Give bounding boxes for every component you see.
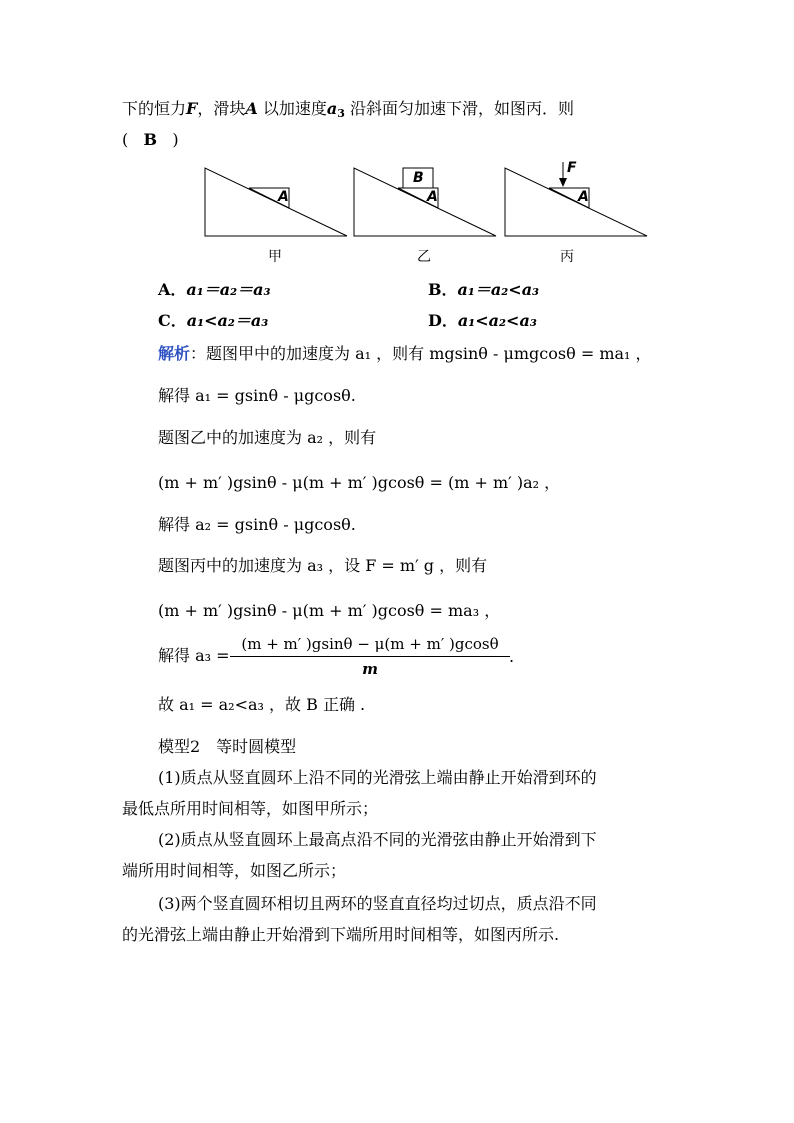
solution-heading: 解析 bbox=[158, 344, 191, 363]
option-text: a₁<a₂＝a₃ bbox=[186, 311, 269, 330]
model2-p3b: 的光滑弦上端由静止开始滑到下端所用时间相等，如图丙所示. bbox=[122, 925, 560, 944]
block-symbol: A bbox=[245, 99, 258, 118]
model2-p2a: (2)质点从竖直圆环上最高点沿不同的光滑弦由静止开始滑到下 bbox=[158, 830, 597, 849]
solution-line-1 bbox=[158, 343, 652, 365]
option-c bbox=[158, 310, 268, 332]
block-a-label-yi: A bbox=[427, 189, 438, 205]
fraction-period: . bbox=[509, 647, 515, 666]
accel-subscript: 3 bbox=[337, 107, 345, 120]
answer-choice: B bbox=[143, 130, 158, 149]
text-segment: 下的恒力 bbox=[122, 99, 187, 118]
text-segment: 以加速度 bbox=[257, 99, 327, 118]
figure-jia bbox=[205, 168, 347, 236]
fraction-numerator: (m + m′ )gsinθ − μ(m + m′ )gcosθ bbox=[241, 635, 499, 653]
solution-text: ：题图甲中的加速度为 a₁ ，则有 mgsinθ - μmgcosθ = ma₁ ， bbox=[190, 344, 652, 363]
fraction-bar bbox=[230, 656, 510, 657]
block-a-label-bing: A bbox=[578, 189, 589, 205]
option-a bbox=[158, 279, 271, 301]
text-segment: ，滑块 bbox=[197, 99, 246, 118]
fraction bbox=[230, 633, 510, 680]
text-segment: 沿斜面匀加速下滑，如图丙．则 bbox=[344, 99, 575, 118]
figure-caption-bing: 丙 bbox=[560, 249, 574, 265]
option-text: a₁<a₂<a₃ bbox=[457, 311, 537, 330]
option-label: B． bbox=[428, 280, 458, 299]
solution-line-2: 解得 a₁ = gsinθ - μgcosθ. bbox=[158, 386, 356, 405]
solution-line-3: 题图乙中的加速度为 a₂ ，则有 bbox=[158, 428, 377, 447]
problem-line-1 bbox=[122, 98, 574, 120]
paren-open: ( bbox=[122, 130, 129, 149]
option-b bbox=[428, 279, 539, 301]
option-label: D． bbox=[428, 311, 458, 330]
figure-yi bbox=[354, 168, 496, 236]
solution-line-7: (m + m′ )gsinθ - μ(m + m′ )gcosθ = ma₃ ， bbox=[158, 601, 501, 620]
figure-caption-yi: 乙 bbox=[417, 249, 431, 265]
solution-line-5: 解得 a₂ = gsinθ - μgcosθ. bbox=[158, 515, 356, 534]
accel-symbol: a bbox=[326, 99, 338, 118]
option-text: a₁＝a₂＝a₃ bbox=[186, 280, 271, 299]
solution-line-6: 题图丙中的加速度为 a₃ ，设 F = m′ g ，则有 bbox=[158, 556, 488, 575]
block-b-label: B bbox=[413, 170, 424, 186]
answer-line bbox=[122, 129, 179, 151]
solution-line-8-lhs: 解得 a₃ = bbox=[158, 646, 230, 665]
figure-caption-jia: 甲 bbox=[268, 249, 282, 265]
solution-line-4: (m + m′ )gsinθ - μ(m + m′ )gcosθ = (m + m′ )a₂ ， bbox=[158, 473, 561, 492]
option-label: C． bbox=[158, 311, 187, 330]
model2-p1b: 最低点所用时间相等，如图甲所示； bbox=[122, 799, 379, 818]
model2-title: 模型2 等时圆模型 bbox=[158, 737, 297, 756]
paren-close: ) bbox=[172, 130, 179, 149]
model2-p1a: (1)质点从竖直圆环上沿不同的光滑弦上端由静止开始滑到环的 bbox=[158, 768, 597, 787]
option-text: a₁＝a₂<a₃ bbox=[457, 280, 540, 299]
solution-conclusion: 故 a₁ = a₂<a₃ ，故 B 正确 . bbox=[158, 695, 366, 714]
force-symbol: F bbox=[186, 99, 198, 118]
option-label: A． bbox=[158, 280, 187, 299]
model2-p3a: (3)两个竖直圆环相切且两环的竖直直径均过切点，质点沿不同 bbox=[158, 894, 597, 913]
fraction-denominator: m bbox=[362, 660, 378, 678]
incline-figures bbox=[0, 162, 794, 262]
force-f-label: F bbox=[567, 160, 577, 176]
block-a-label-jia: A bbox=[278, 189, 289, 205]
option-d bbox=[428, 310, 537, 332]
model2-p2b: 端所用时间相等，如图乙所示； bbox=[122, 861, 347, 880]
